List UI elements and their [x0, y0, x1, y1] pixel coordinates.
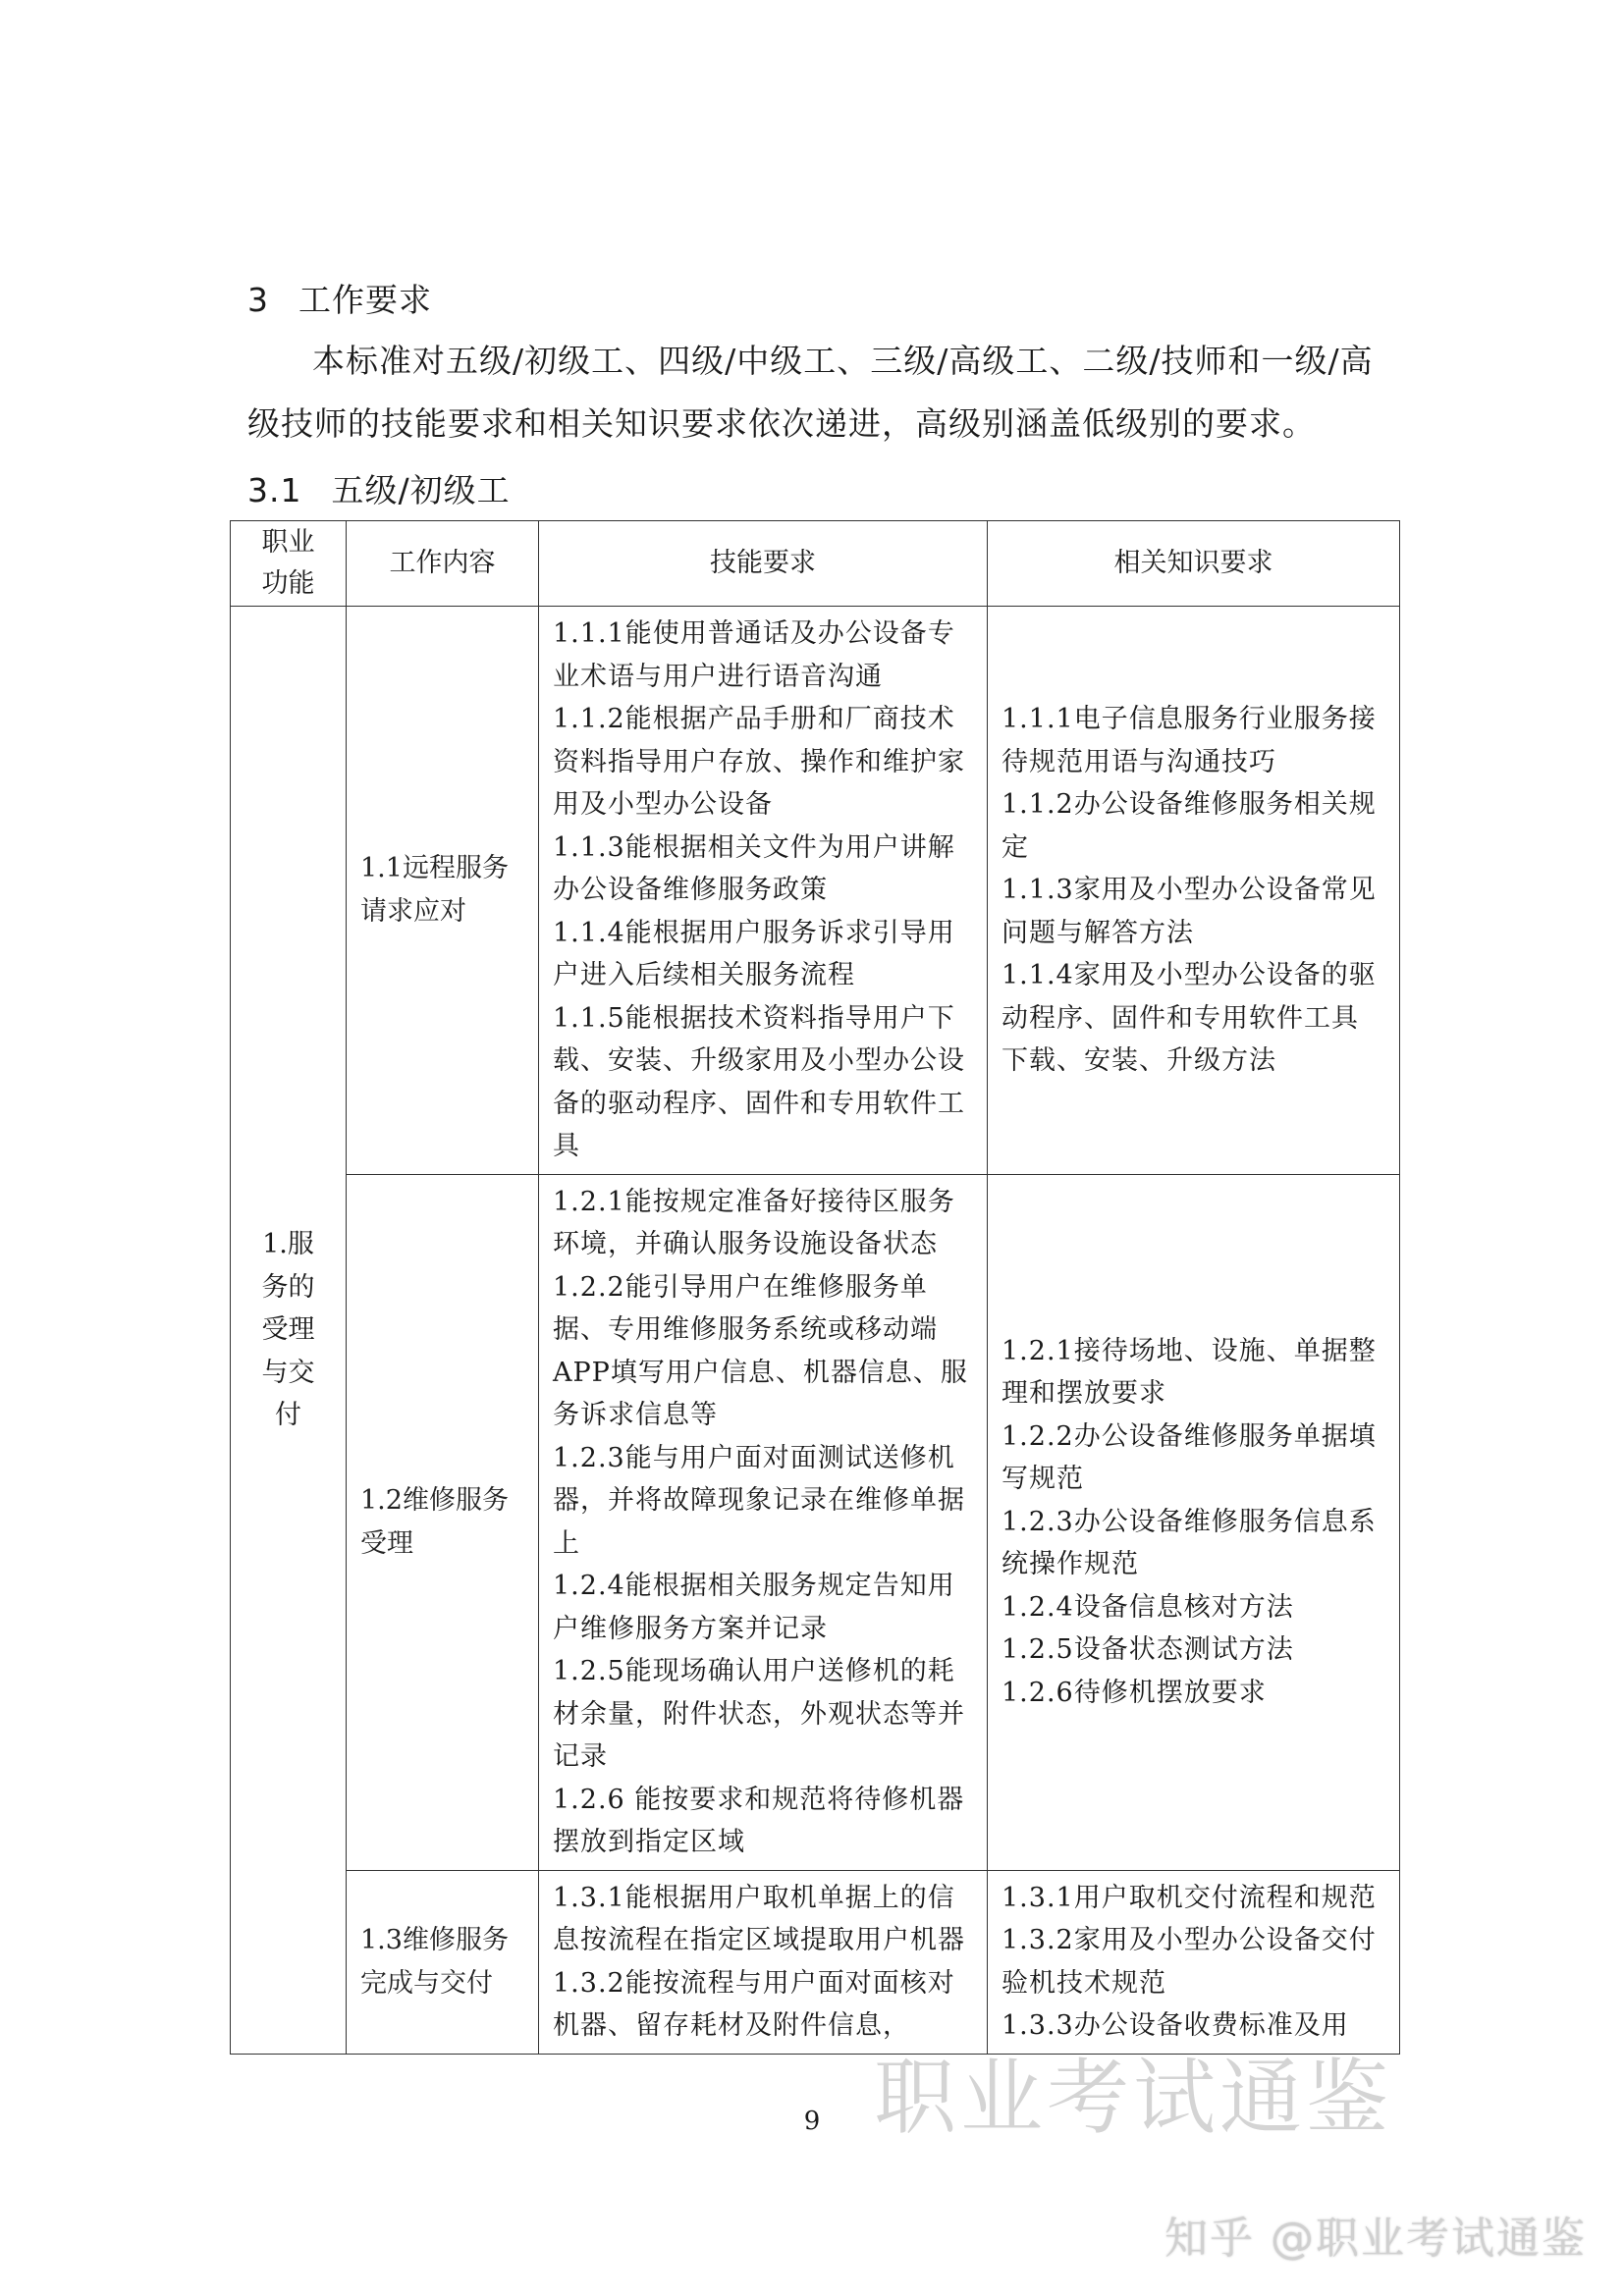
section-heading — [247, 275, 432, 321]
knowledge-cell — [988, 607, 1400, 1175]
function-label: 1.服务的受理与交付 — [261, 1229, 315, 1430]
knowledge-cell — [988, 1174, 1400, 1870]
table-row — [231, 1870, 1400, 2054]
skills-cell — [539, 607, 988, 1175]
knowledge-item: 1.2.3办公设备维修服务信息系统操作规范 — [1001, 1506, 1377, 1580]
skill-item: 1.1.5能根据技术资料指导用户下载、安装、升级家用及小型办公设备的驱动程序、固件和专用软件工具 — [553, 1002, 965, 1161]
knowledge-item: 1.1.4家用及小型办公设备的驱动程序、固件和专用软件工具下载、安装、升级方法 — [1001, 960, 1377, 1076]
table-row — [231, 1174, 1400, 1870]
skill-item: 1.1.2能根据产品手册和厂商技术资料指导用户存放、操作和维护家用及小型办公设备 — [553, 704, 965, 820]
skill-item: 1.2.6 能按要求和规范将待修机器摆放到指定区域 — [553, 1784, 965, 1857]
knowledge-item: 1.3.1用户取机交付流程和规范 — [1001, 1882, 1377, 1913]
skill-item: 1.1.4能根据用户服务诉求引导用户进入后续相关服务流程 — [553, 917, 955, 990]
header-function: 职业功能 — [231, 521, 347, 607]
table-row — [231, 607, 1400, 1175]
subsection-heading — [247, 465, 511, 511]
requirements-table — [230, 520, 1400, 2055]
knowledge-item: 1.2.1接待场地、设施、单据整理和摆放要求 — [1001, 1335, 1377, 1410]
knowledge-cell — [988, 1870, 1400, 2054]
subsection-title: 五级/初级工 — [331, 471, 511, 509]
header-content: 工作内容 — [347, 521, 539, 607]
header-skills: 技能要求 — [539, 521, 988, 607]
knowledge-item: 1.2.6待修机摆放要求 — [1001, 1677, 1267, 1708]
skill-item: 1.2.2能引导用户在维修服务单据、专用维修服务系统或移动端APP填写用户信息、机器信息、服务诉求信息等 — [553, 1271, 968, 1430]
skill-item: 1.2.3能与用户面对面测试送修机器，并将故障现象记录在维修单据上 — [553, 1442, 965, 1559]
knowledge-item: 1.3.2家用及小型办公设备交付验机技术规范 — [1001, 1925, 1377, 1999]
content-cell: 1.1远程服务请求应对 — [347, 607, 539, 1175]
section-title: 工作要求 — [298, 281, 432, 319]
section-number: 3 — [247, 281, 269, 319]
skill-item: 1.3.1能根据用户取机单据上的信息按流程在指定区域提取用户机器 — [553, 1882, 965, 1955]
function-cell — [231, 607, 347, 2055]
knowledge-item: 1.3.3办公设备收费标准及用 — [1001, 2010, 1349, 2041]
source-credit: 知乎 @职业考试通鉴 — [1164, 2214, 1587, 2264]
content-cell: 1.3维修服务完成与交付 — [347, 1870, 539, 2054]
skill-item: 1.2.4能根据相关服务规定告知用户维修服务方案并记录 — [553, 1571, 955, 1644]
skill-item: 1.1.3能根据相关文件为用户讲解办公设备维修服务政策 — [553, 831, 955, 905]
knowledge-item: 1.2.2办公设备维修服务单据填写规范 — [1001, 1420, 1377, 1495]
page-number: 9 — [803, 2107, 821, 2136]
table-header-row — [231, 521, 1400, 607]
subsection-number: 3.1 — [247, 471, 302, 509]
knowledge-item: 1.1.2办公设备维修服务相关规定 — [1001, 789, 1377, 863]
skill-item: 1.1.1能使用普通话及办公设备专业术语与用户进行语音沟通 — [553, 618, 955, 692]
knowledge-item: 1.2.5设备状态测试方法 — [1001, 1634, 1294, 1666]
skill-item: 1.2.1能按规定准备好接待区服务环境，并确认服务设施设备状态 — [553, 1186, 955, 1259]
header-knowledge: 相关知识要求 — [988, 521, 1400, 607]
watermark: 职业考试通鉴 — [874, 2050, 1393, 2146]
skill-item: 1.2.5能现场确认用户送修机的耗材余量，附件状态，外观状态等并记录 — [553, 1656, 965, 1772]
skills-cell — [539, 1174, 988, 1870]
skill-item: 1.3.2能按流程与用户面对面核对机器、留存耗材及附件信息， — [553, 1967, 955, 2041]
content-cell: 1.2维修服务受理 — [347, 1174, 539, 1870]
knowledge-item: 1.1.1电子信息服务行业服务接待规范用语与沟通技巧 — [1001, 704, 1377, 777]
intro-paragraph: 本标准对五级/初级工、四级/中级工、三级/高级工、二级/技师和一级/高级技师的技能要求和相关知识要求依次递进，高级别涵盖低级别的要求。 — [247, 342, 1374, 443]
knowledge-item: 1.1.3家用及小型办公设备常见问题与解答方法 — [1001, 875, 1377, 948]
knowledge-item: 1.2.4设备信息核对方法 — [1001, 1591, 1294, 1623]
skills-cell — [539, 1870, 988, 2054]
